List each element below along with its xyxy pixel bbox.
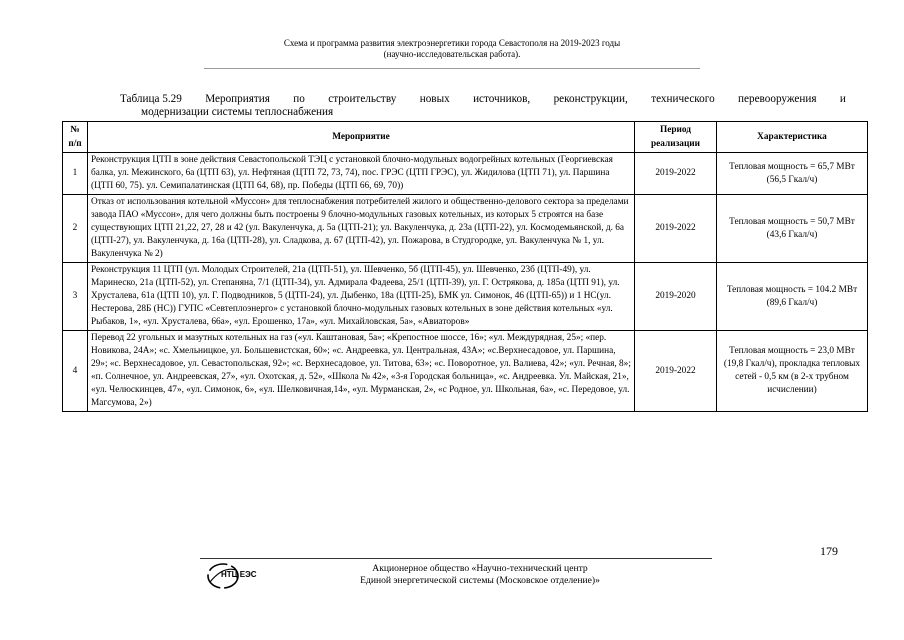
header-period: Период реализации: [635, 122, 717, 153]
header-num: № п/п: [63, 122, 88, 153]
document-header: [0, 38, 904, 60]
caption-word: по: [293, 93, 305, 105]
caption-word: Таблица 5.29: [120, 93, 182, 105]
row-period: 2019-2022: [635, 195, 717, 263]
row-num: 4: [63, 331, 88, 412]
row-num: 3: [63, 263, 88, 331]
row-period: 2019-2020: [635, 263, 717, 331]
header-line-1: Схема и программа развития электроэнергетики города Севастополя на 2019-2023 годы: [283, 38, 621, 48]
row-measure: Реконструкция ЦТП в зоне действия Севастопольской ТЭЦ с установкой блочно-модульных водогрейных котельных (Георгиевская балка, ул. Межинского, 6а (ЦТП 63), ул. Нефтяная (ЦТП 72, 73, 74), пос. ГРЭС (ЦТП ГРЭС), ул. Жидилова (ЦТП 71), ул. Паршина (ЦТП 60, 75). ул. Семипалатинская (ЦТП 64, 68), пр. Победы (ЦТП 66, 69, 70)): [88, 153, 635, 195]
caption-word: Мероприятия: [205, 93, 270, 105]
caption-line-2: модернизации системы теплоснабжения: [141, 106, 334, 118]
caption-line-1: [120, 93, 846, 106]
caption-word: перевооружения: [738, 93, 817, 105]
header-measure: Мероприятие: [88, 122, 635, 153]
table-header-row: [63, 122, 868, 153]
table-row: [63, 263, 868, 331]
table-row: [63, 195, 868, 263]
row-num: 1: [63, 153, 88, 195]
row-characteristic: Тепловая мощность = 65,7 МВт (56,5 Гкал/ч): [717, 153, 868, 195]
row-measure: Реконструкция 11 ЦТП (ул. Молодых Строителей, 21а (ЦТП-51), ул. Шевченко, 5б (ЦТП-45), ул. Шевченко, 23б (ЦТП-49), ул. Маринеско, 21а (ЦТП-52), ул. Степаняна, 7/1 (ЦТП-34), ул. Адмирала Фадеева, 25/1 (ЦТП-39), ул. Г. Острякова, д. 185а (ЦТП 91), ул. Хрусталева, 61а (ЦТП 10), ул. Г. Подводников, 5 (ЦТП-24), ул. Дыбенко, 18а (ЦТП-25), БМК ул. Симонок, 46 (ЦТП-65)) и 1 НС(ул. Нестерова, 28Б (НС)) ГУПС «Севтеплоэнерго» с установкой блочно-модульных газовых котельных в зоне действия котельных «ул. Рыбаков, 1», «ул. Хрусталева, 66а», «ул. Ерошенко, 17а», «ул. Михайловская, 5а», «Авиаторов»: [88, 263, 635, 331]
row-period: 2019-2022: [635, 153, 717, 195]
header-line-2: (научно-исследовательская работа).: [383, 49, 521, 59]
row-period: 2019-2022: [635, 331, 717, 412]
measures-table: [62, 121, 868, 412]
row-characteristic: Тепловая мощность = 104.2 МВт (89,6 Гкал/ч): [717, 263, 868, 331]
caption-word: источников,: [473, 93, 531, 105]
footer-divider: [200, 558, 712, 559]
table-caption: [120, 93, 846, 119]
footer-line-1: Акционерное общество «Научно-технический центр: [372, 563, 588, 574]
row-num: 2: [63, 195, 88, 263]
caption-word: технического: [651, 93, 715, 105]
footer-organization: [330, 563, 630, 587]
page-number: 179: [820, 544, 838, 558]
header-divider: [204, 68, 700, 69]
table-row: [63, 153, 868, 195]
table-row: [63, 331, 868, 412]
row-measure: Перевод 22 угольных и мазутных котельных на газ («ул. Каштановая, 5а»; «Крепостное шоссе, 16»; «ул. Междурядная, 25»; «пер. Новикова, 24А»; «с. Хмельницкое, ул. Большевистская, 60»; «с. Андреевка, ул. Центральная, 43А»; «с.Верхнесадовое, ул. Паршина, 29»; «с. Верхнесадовое, ул. Севастопольская, 92»; «с. Верхнесадовое, ул. Титова, 63»; «с. Поворотное, ул. Валиева, 42»; «ул. Речная, 8»; «п. Солнечное, ул. Андреевская, 27», «ул. Охотская, д. 52», «Школа № 42», «3-я Городская больница», «с. Андреевка. Ул. Майская, 21», «ул. Челюскинцев, 47», «ул. Симонок, 6», «ул. Шелковичная,14», «ул. Мурманская, 2», «с Родное, ул. Школьная, 6а», «с. Передовое, ул. Магсумова, 2»): [88, 331, 635, 412]
caption-word: строительству: [328, 93, 397, 105]
header-characteristic: Характеристика: [717, 122, 868, 153]
caption-word: новых: [419, 93, 450, 105]
row-characteristic: Тепловая мощность = 50,7 МВт (43,6 Гкал/ч): [717, 195, 868, 263]
caption-word: реконструкции,: [553, 93, 628, 105]
caption-word: и: [839, 93, 846, 105]
footer-line-2: Единой энергетической системы (Московское отделение)»: [360, 575, 600, 586]
row-measure: Отказ от использования котельной «Муссон» для теплоснабжения потребителей жилого и общественно-делового сектора за пределами завода ПАО «Муссон», для чего должны быть построены 9 блочно-модульных газовых котельных, из которых 5 строятся на базе существующих ЦТП 21,22, 27, 28 и 42 (ул. Вакуленчука, д. 5а (ЦТП-21); ул. Вакуленчука, д. 23а (ЦТП-22), ул. Космодемьянской, д. 6а (ЦТП-27), ул. Вакуленчука, д. 16а (ЦТП-28), ул. Сладкова, д. 67 (ЦТП-42), ул. Пожарова, в Студгородке, ул. Вакуленчука № 1, ул. Вакуленчука № 2): [88, 195, 635, 263]
logo-label: НТЦ ЕЭС: [221, 570, 257, 579]
row-characteristic: Тепловая мощность = 23,0 МВт (19,8 Гкал/ч), прокладка тепловых сетей - 0,5 км (в 2-х трубном исчислении): [717, 331, 868, 412]
